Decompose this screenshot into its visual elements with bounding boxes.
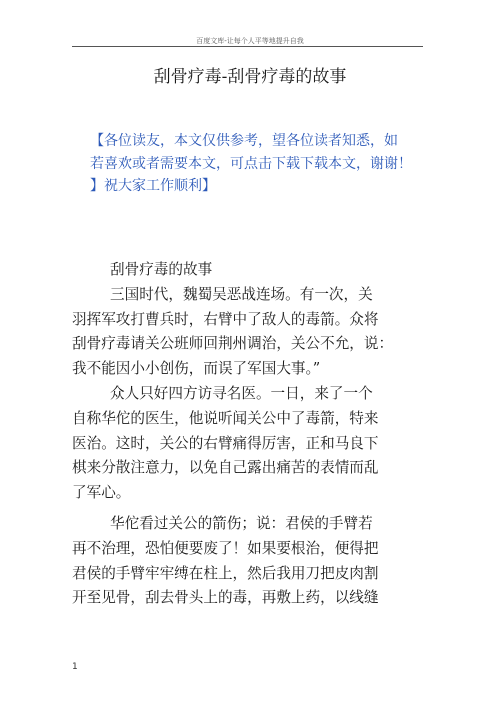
body-line: 开至见骨，刮去骨头上的毒，再敷上药，以线缝 <box>72 589 379 607</box>
body-line: 君侯的手臂牢牢缚在柱上，然后我用刀把皮肉割 <box>72 564 379 582</box>
story-heading: 刮骨疗毒的故事 <box>110 261 213 278</box>
body-line: 众人只好四方访寻名医。一日，来了一个 <box>110 384 373 402</box>
page-number: 1 <box>72 662 78 672</box>
header-divider <box>72 46 423 47</box>
body-line: 自称华佗的医生，他说听闻关公中了毒箭，特来 <box>72 409 379 427</box>
notice-line: 【各位读友，本文仅供参考，望各位读者知悉，如 <box>90 133 398 149</box>
document-title: 刮骨疗毒-刮骨疗毒的故事 <box>153 67 347 87</box>
story-body <box>72 258 442 611</box>
notice-line: 】祝大家工作顺利】 <box>90 178 216 194</box>
body-line: 我不能因小小创伤，而误了军国大事。” <box>72 360 321 378</box>
body-line: 了军心。 <box>72 484 131 502</box>
body-line: 羽挥军攻打曹兵时，右臂中了敌人的毒箭。众将 <box>72 310 379 328</box>
body-line: 刮骨疗毒请关公班师回荆州调治，关公不允，说： <box>72 335 394 353</box>
body-line: 医治。这时，关公的右臂痛得厉害，正和马良下 <box>72 434 379 452</box>
reader-notice <box>90 130 420 198</box>
body-line: 三国时代，魏蜀吴恶战连场。有一次，关 <box>110 285 373 303</box>
body-line: 华佗看过关公的箭伤；说：君侯的手臂若 <box>110 514 373 532</box>
notice-line: 若喜欢或者需要本文，可点击下载下载本文，谢谢！ <box>90 155 412 172</box>
body-line: 再不治理，恐怕便要废了！如果要根治，便得把 <box>72 539 379 557</box>
page-header-text: 百度文库-让每个人平等地提升自我 <box>196 37 304 45</box>
body-line: 棋来分散注意力，以免自己露出痛苦的表情而乱 <box>72 459 379 477</box>
